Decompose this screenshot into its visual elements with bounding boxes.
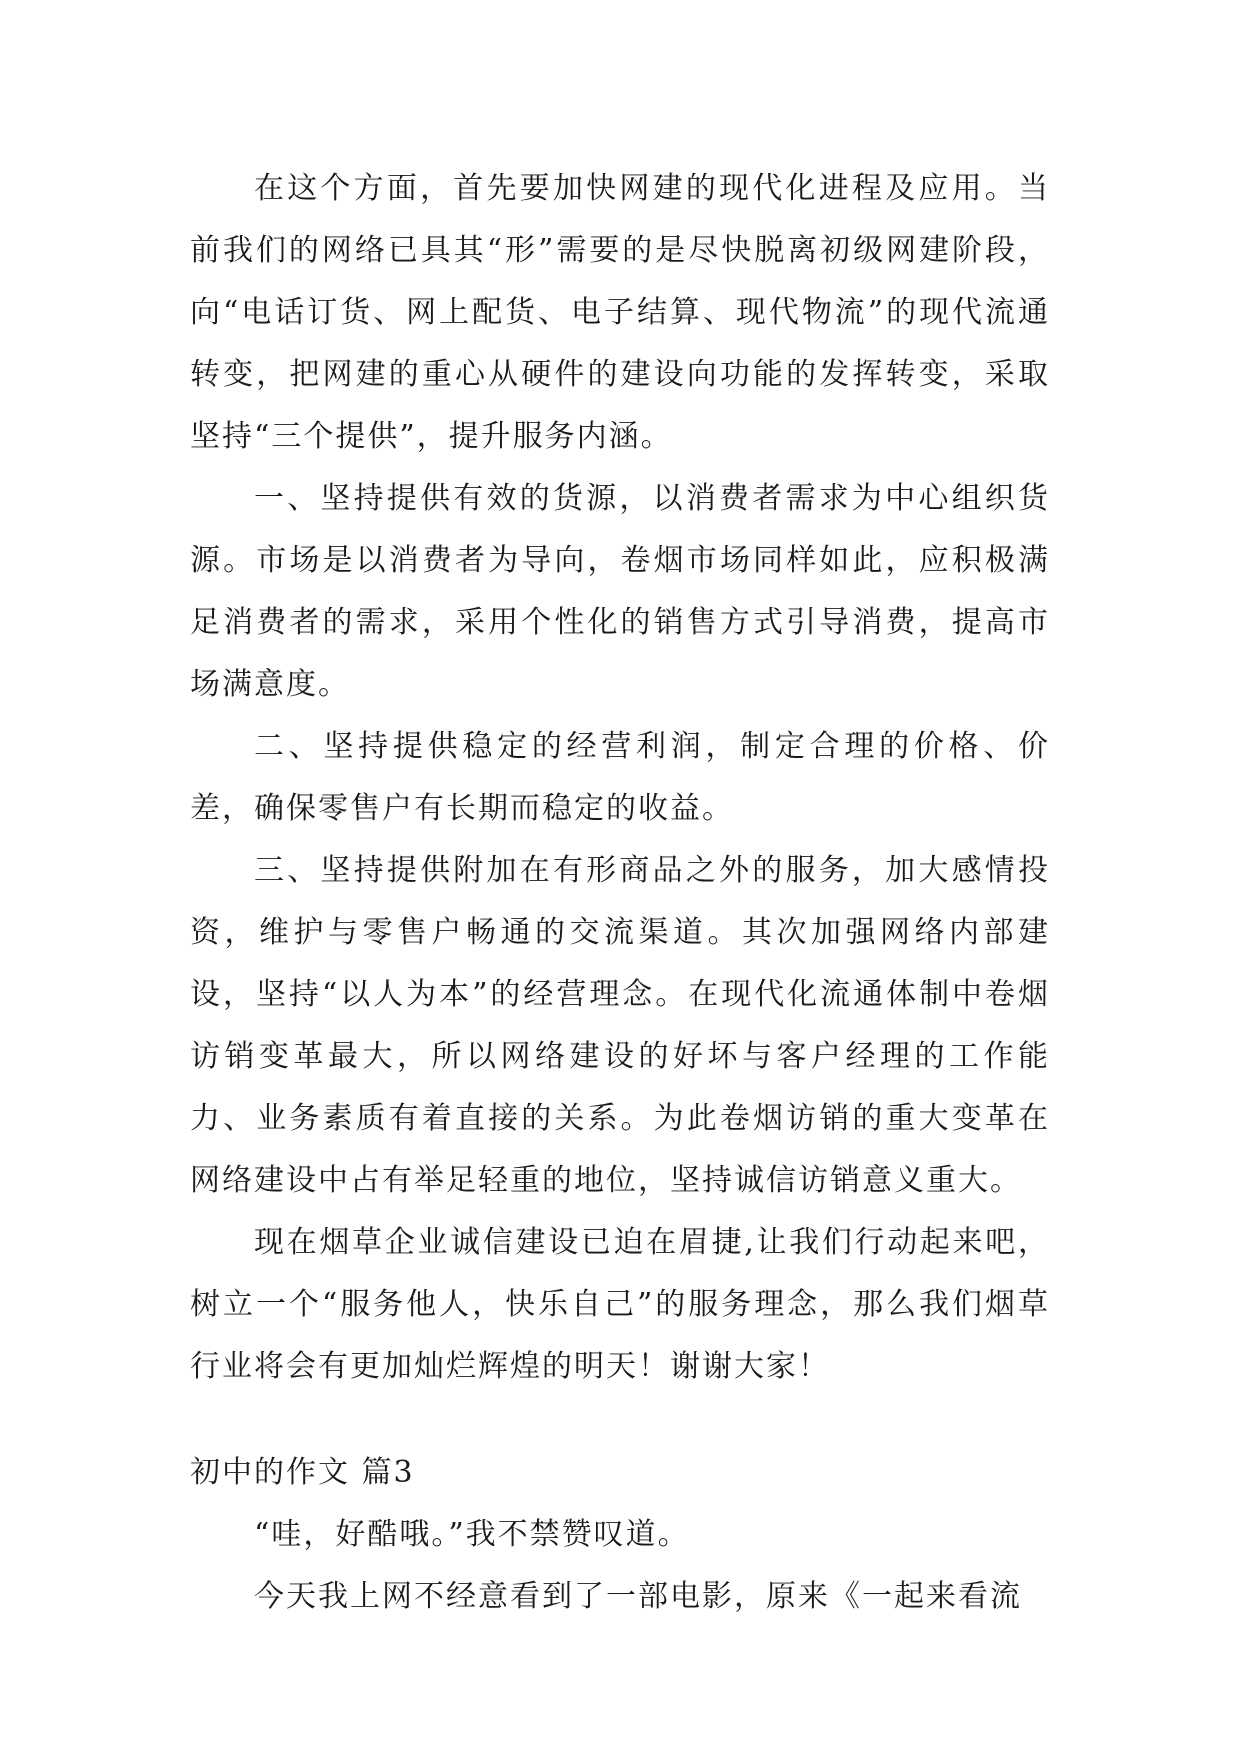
- paragraph-exclamation: “哇，好酷哦。”我不禁赞叹道。: [254, 1517, 690, 1552]
- paragraph-network-modernization: 在这个方面，首先要加快网建的现代化进程及应用。当前我们的网络已具其“形”需要的是尽快脱离初级网建阶段，向“电话订货、网上配货、电子结算、现代物流”的现代流通转变，把网建的重心从硬件的建设向功能的发挥转变，采取坚持“三个提供”，提升服务内涵。: [190, 171, 1050, 454]
- paragraph-point-two: 二、坚持提供稳定的经营利润，制定合理的价格、价差，确保零售户有长期而稳定的收益。: [190, 729, 1050, 826]
- section-heading: 初中的作文 篇3: [190, 1455, 415, 1490]
- paragraph-point-one: 一、坚持提供有效的货源，以消费者需求为中心组织货源。市场是以消费者为导向，卷烟市场同样如此，应积极满足消费者的需求，采用个性化的销售方式引导消费，提高市场满意度。: [190, 481, 1050, 702]
- paragraph-movie-intro: 今天我上网不经意看到了一部电影，原来《一起来看流: [254, 1579, 1022, 1614]
- document-body: [190, 158, 1050, 1628]
- paragraph-closing: 现在烟草企业诚信建设已迫在眉捷,让我们行动起来吧，树立一个“服务他人，快乐自己”的服务理念，那么我们烟草行业将会有更加灿烂辉煌的明天！谢谢大家！: [190, 1225, 1050, 1384]
- paragraph-point-three: 三、坚持提供附加在有形商品之外的服务，加大感情投资，维护与零售户畅通的交流渠道。其次加强网络内部建设，坚持“以人为本”的经营理念。在现代化流通体制中卷烟访销变革最大，所以网络建设的好坏与客户经理的工作能力、业务素质有着直接的关系。为此卷烟访销的重大变革在网络建设中占有举足轻重的地位，坚持诚信访销意义重大。: [190, 853, 1050, 1198]
- section-spacer: [190, 1398, 1050, 1412]
